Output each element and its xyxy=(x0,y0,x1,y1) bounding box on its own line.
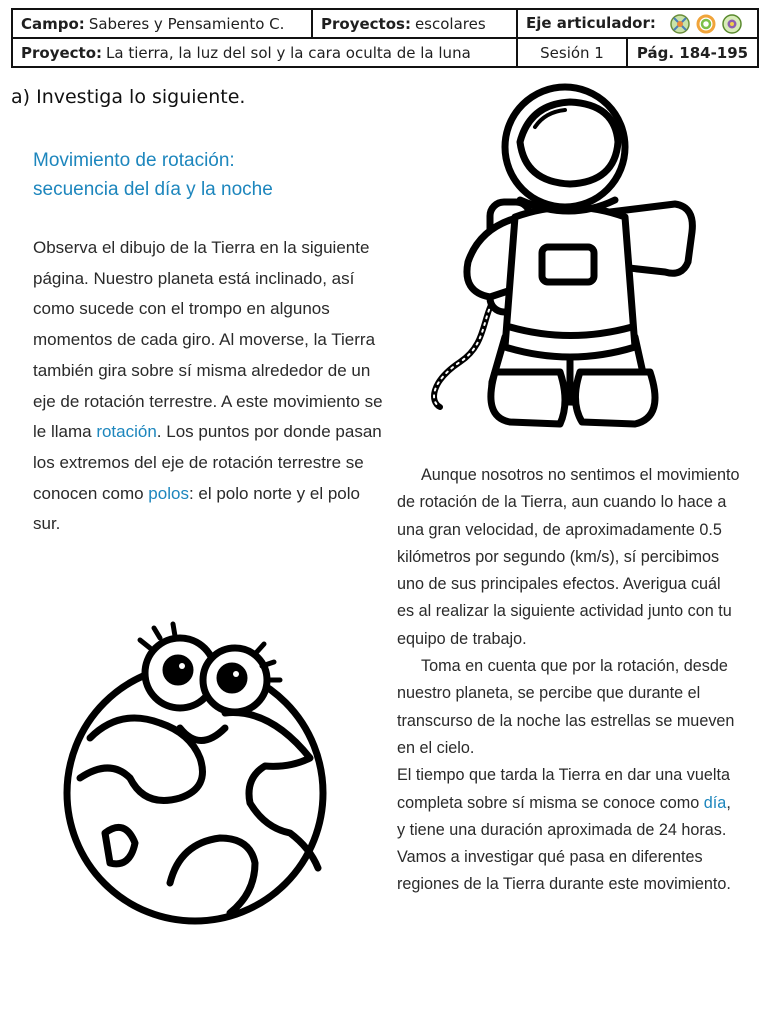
eje-cell xyxy=(517,9,758,38)
sesion-cell xyxy=(517,38,627,67)
proyectos-label: Proyectos: xyxy=(321,14,411,33)
proyecto-label: Proyecto: xyxy=(21,43,103,62)
campo-value: Saberes y Pensamiento C. xyxy=(88,14,285,33)
header-row-1 xyxy=(12,9,758,38)
proyecto-cell xyxy=(12,38,517,67)
instruction-text: a) Investiga lo siguiente. xyxy=(11,86,246,108)
eje-icons xyxy=(664,14,742,34)
right-paragraph-3 xyxy=(397,762,742,898)
term-rotacion: rotación xyxy=(96,422,157,442)
right-paragraph-2: Toma en cuenta que por la rotación, desde nuestro planeta, se percibe que durante el transcurso de la noche las estrellas se mueven en el cielo. xyxy=(397,657,735,757)
astronaut-illustration xyxy=(420,82,710,442)
right-text-p3a: El tiempo que tarda la Tierra en dar una vuelta completa sobre sí misma se conoce como xyxy=(397,766,730,812)
section-title-line-2: secuencia del día y la noche xyxy=(33,179,273,200)
pagina-cell xyxy=(627,38,758,67)
section-title xyxy=(33,146,363,204)
header-table xyxy=(11,8,759,68)
pagina-value: Pág. 184-195 xyxy=(636,43,749,62)
right-text-p3b: , y tiene una duración aproximada de 24 horas. Vamos a investigar qué pasa en diferentes regiones de la Tierra durante este movimiento. xyxy=(397,793,731,894)
proyectos-cell xyxy=(312,9,517,38)
section-title-line-1: Movimiento de rotación: xyxy=(33,150,235,171)
right-paragraphs xyxy=(397,462,742,899)
left-text-part-1: Observa el dibujo de la Tierra en la siguiente página. Nuestro planeta está inclinado, así como sucede con el trompo en algunos momentos de cada giro. Al moverse, la Tierra también gira sobre sí misma alrededor de un eje de rotación terrestre. A este movimiento se le llama xyxy=(33,238,383,442)
proyecto-value: La tierra, la luz del sol y la cara oculta de la luna xyxy=(106,43,471,62)
campo-cell xyxy=(12,9,312,38)
left-paragraph-text xyxy=(33,233,391,540)
eje-label: Eje articulador: xyxy=(526,14,656,32)
left-text-part-2: . Los puntos por donde pasan los extremos del eje de rotación terrestre se conocen como xyxy=(33,422,382,503)
axis-icon-2 xyxy=(696,14,716,34)
header-row-2 xyxy=(12,38,758,67)
axis-icon-3 xyxy=(722,14,742,34)
right-paragraph-1: Aunque nosotros no sentimos el movimiento de rotación de la Tierra, aun cuando lo hace a una gran velocidad, de aproximadamente 0.5 kilómetros por segundo (km/s), sí percibimos uno de sus principales efectos. Averigua cuál es al realizar la siguiente actividad junto con tu equipo de trabajo. xyxy=(397,466,740,648)
sesion-value: Sesión 1 xyxy=(540,43,604,62)
earth-character-illustration xyxy=(50,618,340,928)
left-paragraph xyxy=(33,233,391,540)
term-dia: día xyxy=(703,793,727,812)
term-polos: polos xyxy=(148,483,189,503)
axis-icon-1 xyxy=(670,14,690,34)
proyectos-value: escolares xyxy=(414,14,486,33)
campo-label: Campo: xyxy=(21,14,85,33)
left-text-part-3: : el polo norte y el polo sur. xyxy=(33,483,360,534)
